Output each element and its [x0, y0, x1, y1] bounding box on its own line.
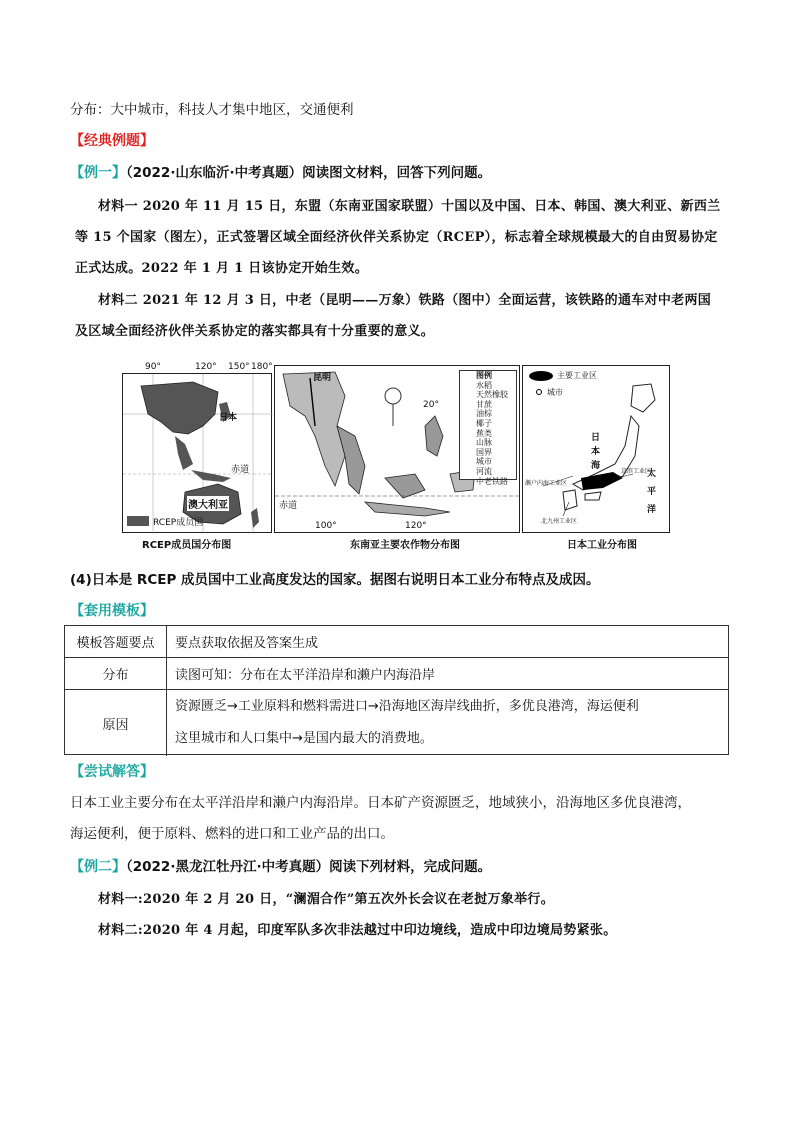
label-equator: 赤道: [231, 465, 250, 475]
legend-railway: 中老铁路: [476, 476, 508, 486]
legend-sugarcane: 甘蔗: [476, 399, 492, 409]
template-table: [64, 625, 729, 755]
example1-heading: [70, 163, 491, 183]
example2-source: （2022·黑龙江牡丹江·中考真题）: [126, 859, 330, 875]
rcep-map-caption: RCEP成员国分布图: [142, 540, 232, 551]
label-lon-100: 100°: [315, 521, 337, 531]
label-lat-20: 20°: [423, 400, 439, 410]
legend-rice: 水稻: [476, 380, 492, 390]
legend-rubber: 天然橡胶: [476, 390, 508, 400]
maps-figure: [122, 362, 670, 551]
legend-city: 城市: [476, 457, 492, 467]
label-tai: 太: [647, 469, 657, 479]
answer-line1: 日本工业主要分布在太平洋沿岸和濑户内海沿岸。日本矿产资源匮乏，地域狭小，沿海地区多优良港湾，: [70, 795, 691, 811]
table-row: [65, 690, 728, 756]
distribution-line: 分布：大中城市，科技人才集中地区，交通便利: [70, 102, 354, 118]
example1-source: （2022·山东临沂·中考真题）: [126, 165, 303, 181]
label-yang: 洋: [647, 505, 657, 515]
rcep-legend-label: RCEP成员国: [153, 518, 204, 528]
example1-instruction: 阅读图文材料，回答下列问题。: [302, 165, 492, 181]
japan-industry-map: [522, 365, 670, 533]
table-row-line: 资源匮乏→工业原料和燃料需进口→沿海地区海岸线曲折，多优良港湾，海运便利: [175, 699, 639, 714]
lon-label-120: 120°: [195, 362, 217, 372]
table-header-col2: 要点获取依据及答案生成: [175, 636, 319, 651]
label-lon-120: 120°: [405, 521, 427, 531]
section-template: 【套用模板】: [70, 603, 154, 619]
table-row-label: 原因: [65, 690, 167, 756]
legend-border: 国界: [476, 447, 492, 457]
legend-river: 河流: [476, 466, 492, 476]
material1-line1: 材料一 2020 年 11 月 15 日，东盟（东南亚国家联盟）十国以及中国、日本、韩国、澳大利亚、新西兰: [98, 199, 721, 214]
label-keihin: 京滨工业区: [621, 468, 652, 475]
answer-line2: 海运便利，便于原料、燃料的进口和工业产品的出口。: [70, 826, 394, 842]
lon-label-90: 90°: [145, 362, 161, 372]
sea-crops-map: [274, 365, 520, 533]
lon-label-180: 180°: [251, 362, 273, 372]
lon-label-150: 150°: [228, 362, 250, 372]
label-ri: 日: [591, 433, 601, 443]
table-row-text: 读图可知：分布在太平洋沿岸和濑户内海沿岸: [175, 668, 436, 683]
example2-tag: 【例二】: [70, 859, 126, 875]
japan-map-caption: 日本工业分布图: [567, 540, 637, 551]
example1-tag: 【例一】: [70, 165, 126, 181]
question-4: (4)日本是 RCEP 成员国中工业高度发达的国家。据图右说明日本工业分布特点及成因。: [70, 572, 600, 588]
sea-legend: [459, 370, 517, 486]
example2-heading: [70, 857, 491, 877]
material1-line3: 正式达成。2022 年 1 月 1 日该协定开始生效。: [75, 261, 369, 276]
label-kunming: 昆明: [313, 373, 332, 383]
rcep-map: [122, 362, 273, 533]
label-ben: 本: [591, 447, 601, 457]
legend-oil-palm: 油棕: [476, 409, 492, 419]
example2-instruction: 阅读下列材料，完成问题。: [329, 859, 492, 875]
sea-map-caption: 东南亚主要农作物分布图: [350, 540, 460, 551]
table-row: [65, 658, 728, 690]
legend-banana: 蕉类: [476, 428, 492, 438]
material2-line2: 及区域全面经济伙伴关系协定的落实都具有十分重要的意义。: [75, 324, 435, 339]
label-ping: 平: [647, 487, 657, 497]
label-hai: 海: [591, 461, 601, 471]
label-australia: 澳大利亚: [187, 496, 229, 511]
material1-line2: 等 15 个国家（图左），正式签署区域全面经济伙伴关系协定（RCEP），标志着全球规模最大的自由贸易协定: [75, 230, 718, 245]
table-row-text: [175, 690, 722, 756]
material2-line1: 材料二 2021 年 12 月 3 日，中老（昆明——万象）铁路（图中）全面运营，该铁路的通车对中老两国: [98, 293, 712, 308]
table-row-label: 分布: [65, 658, 167, 689]
example2-material2: 材料二:2020 年 4 月起，印度军队多次非法越过中印边境线，造成中印边境局势紧张。: [98, 923, 617, 938]
legend-mountain: 山脉: [476, 438, 492, 448]
legend-city-jp: 城市: [547, 388, 563, 397]
label-kitakyushu: 北九州工业区: [541, 518, 578, 525]
legend-industrial-zone: 主要工业区: [557, 371, 597, 380]
label-japan: 日本: [219, 413, 238, 423]
sea-legend-title: 图例: [476, 371, 492, 380]
section-try-answer: 【尝试解答】: [70, 764, 154, 780]
table-header-col1: 模板答题要点: [65, 626, 167, 657]
label-equator-2: 赤道: [279, 501, 298, 511]
section-classic-examples: 【经典例题】: [70, 133, 154, 149]
table-header-row: [65, 626, 728, 658]
table-row-line: 这里城市和人口集中→是国内最大的消费地。: [175, 731, 433, 746]
legend-coconut: 椰子: [476, 418, 492, 428]
label-setouchi: 濑户内海工业区: [525, 480, 568, 487]
example2-material1: 材料一:2020 年 2 月 20 日，“澜湄合作”第五次外长会议在老挝万象举行。: [98, 892, 555, 907]
